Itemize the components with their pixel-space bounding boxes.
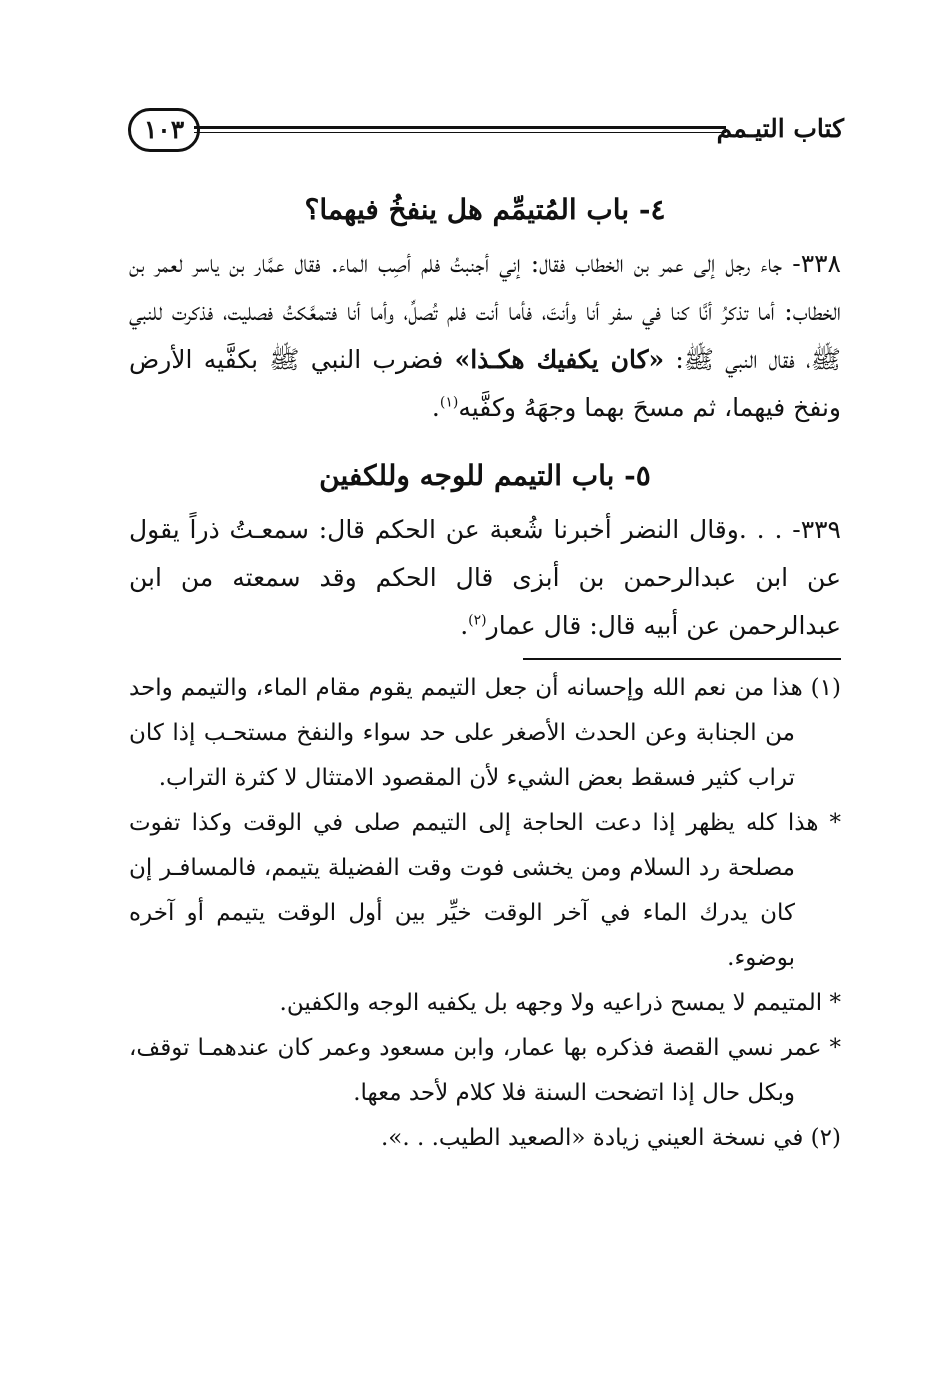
hadith-338 xyxy=(129,240,841,432)
page-content xyxy=(129,188,841,1161)
footnote-note-2 xyxy=(129,981,841,1026)
footnote-ref-1[interactable]: (١) xyxy=(439,394,459,411)
footnote-note-1-text: * هذا كله يظهر إذا دعت الحاجة إلى التيمم صلى في الوقت وكذا تفوت مصلحة رد السلام ومن يخشى فوت وقت الفضيلة يتيمم، فالمسافـر إن كان يدرك الماء في آخر الوقت خيِّر بين أول الوقت يتيمم أو آخره بوضوء. xyxy=(129,810,841,971)
footnote-note-1 xyxy=(129,801,841,981)
footnote-1 xyxy=(129,666,841,801)
footnote-note-2-text: * المتيمم لا يمسح ذراعيه ولا وجهه بل يكفيه الوجه والكفين. xyxy=(279,990,841,1016)
footnote-2-text: (٢) في نسخة العيني زيادة «الصعيد الطيب. . .». xyxy=(380,1125,841,1151)
page-header xyxy=(128,104,844,156)
section-heading-5: ٥- باب التيمم للوجه وللكفين xyxy=(319,459,651,492)
footnote-note-3 xyxy=(129,1026,841,1116)
footnote-note-3-text: * عمر نسي القصة فذكره بها عمار، وابن مسعود وعمر كان عندهمـا توقف، وبكل حال إذا اتضحت السنة فلا كلام لأحد معها. xyxy=(129,1035,841,1106)
hadith-338-text: ٣٣٨- جاء رجل إلى عمر بن الخطاب فقال: إني أجنبتُ فلم أصِب الماء. فقال عمَّار بن ياسر لعمر بن الخطاب: أما تذكرُ أنَّا كنا في سفر أنا وأنتَ، فأما أنت فلم تُصلِّ، وأما أنا فتمعَّكتُ فصليت، فذكرت للنبي ﷺ، فقال النبي ﷺ: xyxy=(129,249,841,374)
hadith-339-text: ٣٣٩- . . .وقال النضر أخبرنا شُعبة عن الحكم قال: سمعـتُ ذراً يقول عن ابن عبدالرحمن بن أبزى قال الحكم وقد سمعته من ابن عبدالرحمن عن أبيه قال: قال عمار xyxy=(129,515,841,640)
hadith-339 xyxy=(129,506,841,650)
chapter-title: كتاب التيـمم xyxy=(716,114,844,143)
footnote-1-text: (١) هذا من نعم الله وإحسانه أن جعل التيمم يقوم مقام الماء، والتيمم واحد من الجنابة وعن الحدث الأصغر على حد سواء والنفخ مستحـب إذا كان تراب كثير فسقط بعض الشيء لأن المقصود الامتثال لا كثرة التراب. xyxy=(129,675,841,791)
footnote-ref-2[interactable]: (٢) xyxy=(468,612,487,629)
footnote-separator xyxy=(523,658,841,660)
hadith-338-text-end: فضرب النبي ﷺ بكفَّيه الأرض ونفخ فيهما، ثم مسحَ بهما وجهَهُ وكفَّيه xyxy=(129,345,841,422)
hadith-338-period: . xyxy=(431,393,440,422)
footnote-2 xyxy=(129,1116,841,1161)
hadith-339-period: . xyxy=(460,611,469,640)
section-heading-4: ٤- باب المُتيمِّم هل ينفخُ فيهما؟ xyxy=(304,193,666,226)
page-number: ١٠٣ xyxy=(128,108,200,152)
header-rule xyxy=(194,126,726,133)
hadith-338-quote: «كان يكفيك هكـذا» xyxy=(454,345,665,374)
